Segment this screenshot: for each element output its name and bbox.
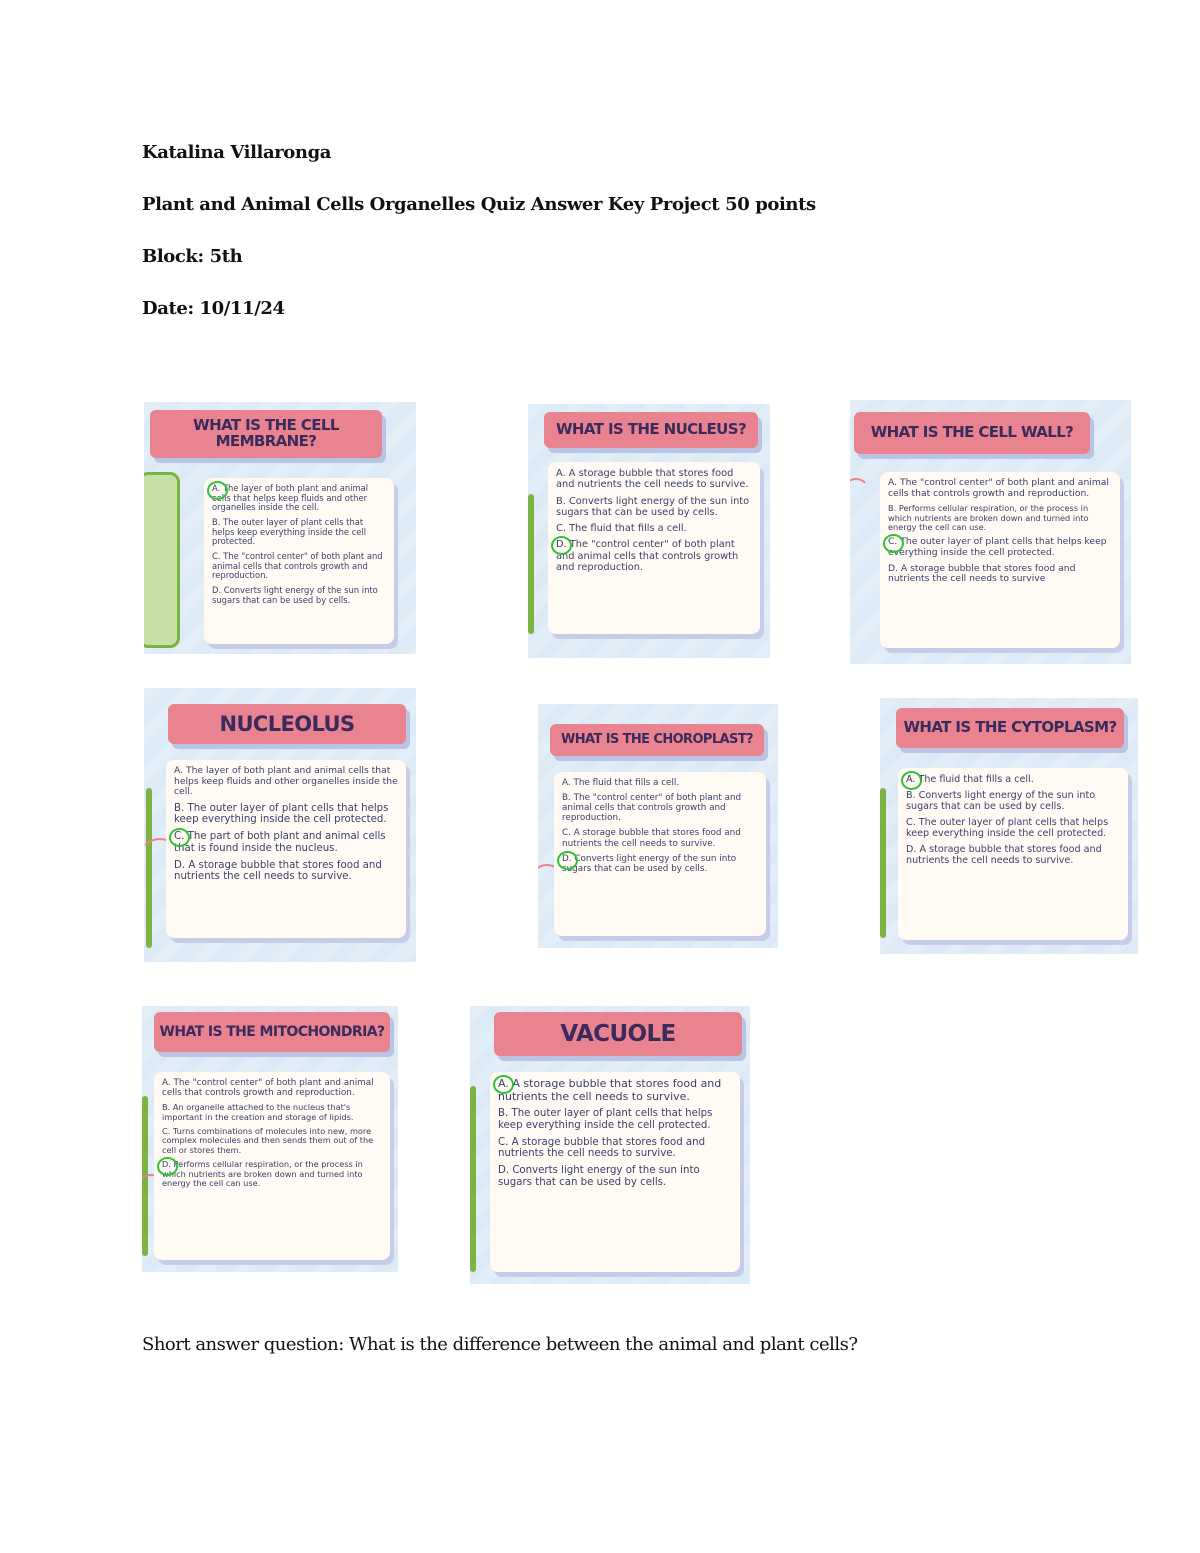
vine-decoration [528,494,534,634]
option-c: C. The "control center" of both plant and animal cells that controls growth and reproduction. [212,550,383,581]
option-c: C. Turns combinations of molecules into new, more complex molecules and then sends them out of the cell or stores them. [162,1126,374,1155]
option-b: B. The "control center" of both plant and animal cells that controls growth and reproduction. [562,793,742,824]
option-a: A. The layer of both plant and animal cells that helps keep fluids and other organelles inside the cell. [174,765,398,798]
quiz-card-cell-membrane [144,402,416,654]
student-name: Katalina Villaronga [142,142,332,163]
answer-options [166,760,406,938]
option-b: B. The outer layer of plant cells that helps keep everything inside the cell protected. [498,1108,713,1131]
option-c: C. The outer layer of plant cells that helps keep everything inside the cell protected. [906,817,1109,840]
document-title: Plant and Animal Cells Organelles Quiz Answer Key Project 50 points [142,194,816,215]
option-a: A. The "control center" of both plant and animal cells that controls growth and reproduction. [162,1078,374,1099]
option-d: D. A storage bubble that stores food and nutrients the cell needs to survive. [174,859,382,883]
option-c: C. A storage bubble that stores food and nutrients the cell needs to survive. [562,828,741,849]
option-d: D. A storage bubble that stores food and nutrients the cell needs to survive [888,562,1076,585]
option-b: B. Converts light energy of the sun into sugars that can be used by cells. [556,495,750,518]
quiz-card-vacuole [470,1006,750,1284]
option-c: C. The fluid that fills a cell. [556,523,687,535]
answer-options [898,768,1128,940]
answer-options [880,472,1120,648]
option-a-correct: A. The layer of both plant and animal cells that helps keep fluids and other organelles inside the cell. [212,484,386,513]
option-a: A. A storage bubble that stores food and nutrients the cell needs to survive. [556,468,749,491]
card-title: WHAT IS THE CYTOPLASM? [896,708,1124,748]
option-a-correct: A. The fluid that fills a cell. [906,774,1120,785]
card-title: WHAT IS THE CHOROPLAST? [550,724,764,756]
option-b: B. Performs cellular respiration, or the process in which nutrients are broken down and turned into energy the cell can use. [888,503,1089,532]
option-c: C. A storage bubble that stores food and nutrients the cell needs to survive. [498,1136,706,1160]
option-b: B. The outer layer of plant cells that helps keep everything inside the cell protected. [174,802,389,826]
option-a: A. The "control center" of both plant and animal cells that controls growth and reproduction. [888,477,1109,499]
answer-options [554,772,766,936]
option-b: B. The outer layer of plant cells that helps keep everything inside the cell protected. [212,516,367,547]
option-d: D. A storage bubble that stores food and nutrients the cell needs to survive. [906,844,1102,867]
vine-decoration [850,478,870,506]
option-d-correct: D. Performs cellular respiration, or the process in which nutrients are broken down and turned into energy the cell can use. [162,1160,382,1188]
card-title: VACUOLE [494,1012,742,1056]
short-answer-question: Short answer question: What is the difference between the animal and plant cells? [142,1334,858,1355]
option-c-correct: C. The outer layer of plant cells that helps keep everything inside the cell protected. [888,537,1112,558]
option-d: D. Converts light energy of the sun into sugars that can be used by cells. [498,1165,700,1188]
answer-options [204,478,394,644]
card-title: WHAT IS THE MITOCHONDRIA? [154,1012,390,1052]
option-c-correct: C. The part of both plant and animal cells that is found inside the nucleus. [174,831,398,854]
answer-options [548,462,760,634]
card-title: WHAT IS THE CELL WALL? [854,412,1090,454]
card-title: WHAT IS THE CELL MEMBRANE? [150,410,382,458]
quiz-card-nucleolus [144,688,416,962]
quiz-card-choroplast [538,704,778,948]
cell-illustration [144,472,180,648]
quiz-card-nucleus [528,404,770,658]
option-b: B. Converts light energy of the sun into sugars that can be used by cells. [906,790,1096,813]
card-title: NUCLEOLUS [168,704,406,744]
vine-decoration [470,1086,476,1272]
block-label: Block: 5th [142,246,243,267]
option-a-correct: A. A storage bubble that stores food and nutrients the cell needs to survive. [498,1078,732,1103]
quiz-card-cell-wall [850,400,1131,664]
option-d-correct: D. Converts light energy of the sun into sugars that can be used by cells. [562,854,758,874]
option-a: A. The fluid that fills a cell. [562,778,680,788]
quiz-card-cytoplasm [880,698,1138,954]
quiz-card-mitochondria [142,1006,398,1272]
answer-options [154,1072,390,1260]
answer-options [490,1072,740,1272]
vine-decoration [880,788,886,938]
option-b: B. An organelle attached to the nucleus that's important in the creation and storage of lipids. [162,1102,354,1122]
option-d: D. Converts light energy of the sun into sugars that can be used by cells. [212,584,378,605]
option-d-correct: D. The "control center" of both plant and animal cells that controls growth and reproduction. [556,539,752,573]
card-title: WHAT IS THE NUCLEUS? [544,412,758,448]
date-label: Date: 10/11/24 [142,298,285,319]
